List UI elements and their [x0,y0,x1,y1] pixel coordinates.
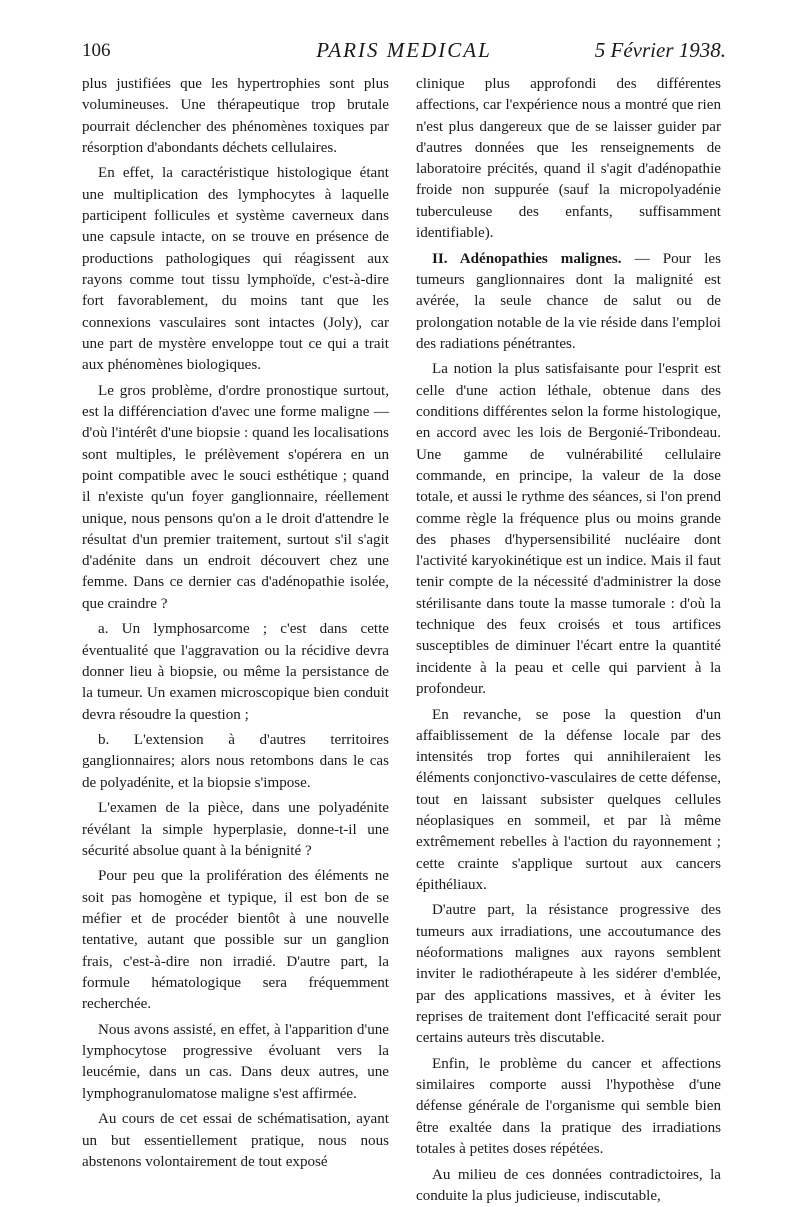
paragraph: Au milieu de ces données contradictoires, la conduite la plus judicieuse, indiscutable, [416,1166,721,1204]
paragraph: a. Un lymphosarcome ; c'est dans cette éventualité que l'aggravation ou la récidive devra donner lieu à biopsie, ou même la persistance de la tumeur. Un examen microscopique bien conduit devra résoudre la question ; [82,621,389,723]
paragraph: Nous avons assisté, en effet, à l'apparition d'une lymphocytose progressive évoluant vers la leucémie, dans un cas. Dans deux autres, une lymphogranulomatose maligne s'est affirmée. [82,1021,389,1102]
paragraph: La notion la plus satisfaisante pour l'esprit est celle d'une action léthale, obtenue dans des conditions différentes selon la forme histologique, en accord avec les lois de Bergonié-Tribondeau. Une gamme de vulnérabilité cellulaire commande, en principe, la valeur de la dose totale, et aussi le rythme des séances, si l'on prend comme règle la fréquence plus ou moins grande des phases d'hypersensibilité nucléaire dont l'activité karyokinétique est un indice. Mais il faut tenir compte de la nécessité d'administrer la dose stérilisante dans toute la masse tumorale : d'où la technique des feux croisés et tous artifices susceptibles de diminuer l'écart entre la quantité incidente à la peau et celle qui parvient à la profondeur. [416,361,721,697]
section-paragraph-text: — Pour les tumeurs ganglionnaires dont la malignité est avérée, la seule chance de salut ou de prolongation notable de la vie réside dans l'emploi des radiations pénétrantes. [416,250,721,352]
section-heading: II. Adénopathies malignes. [432,250,622,267]
paragraph: Pour peu que la prolifération des éléments ne soit pas homogène et typique, il est bon de se méfier et de procéder bientôt à une nouvelle tentative, autant que possible sur un ganglion frais, c'est-à-dire non irradié. D'autre part, la formule hématologique sera fréquemment recherchée. [82,868,389,1013]
paragraph: Enfin, le problème du cancer et affections similaires comporte aussi l'hypothèse d'une défense générale de l'organisme qui semble bien être exaltée dans la pratique des irradiations totales à petites doses répétées. [416,1055,721,1158]
paragraph: L'examen de la pièce, dans une polyadénite révélant la simple hyperplasie, donne-t-il une sécurité absolue quant à la bénignité ? [82,800,389,859]
paragraph: En revanche, se pose la question d'un affaiblissement de la défense locale par des intensités trop fortes qui annihileraient les éléments conjonctivo-vasculaires de cette défense, tout en laissant subsister quelques cellules néoplasiques en sommeil, et par là même extrêmement rebelles à l'action du rayonnement ; cette crainte s'applique surtout aux cancers épithéliaux. [416,706,721,893]
paragraph: b. L'extension à d'autres territoires ganglionnaires; alors nous retombons dans le cas de polyadénite, et la biopsie s'impose. [82,732,389,791]
page-number: 106 [82,40,111,61]
paragraph: En effet, la caractéristique histologique étant une multiplication des lymphocytes à laquelle participent follicules et système caverneux dans une capsule intacte, on se trouve en présence de productions pathologiques qui réagissent aux rayons comme tout tissu lymphoïde, c'est-à-dire fort favorablement, du moins tant que les connexions vasculaires sont intactes (Joly), car une part de mystère enveloppe tout ce qui a trait aux phénomènes biologiques. [82,165,389,374]
paragraph: plus justifiées que les hypertrophies sont plus volumineuses. Une thérapeutique trop brutale pourrait déclencher des phénomènes toxiques par résorption d'abondants déchets cellulaires. [82,76,389,156]
paragraph: Le gros problème, d'ordre pronostique surtout, est la différenciation d'avec une forme maligne — d'où l'intérêt d'une biopsie : quand les localisations sont multiples, le prélèvement s'opérera en un point compatible avec le souci esthétique ; quand il n'existe qu'un foyer ganglionnaire, réellement unique, nous pensons qu'on a le droit d'attendre le résultat d'un premier traitement, surtout s'il s'agit d'adénite dans un endroit découvert chez une femme. Dans ce dernier cas d'adénopathie isolée, que craindre ? [82,382,389,612]
section-paragraph [416,249,721,355]
running-header [82,38,726,68]
right-column [416,74,721,1204]
paragraph: clinique plus approfondi des différentes affections, car l'expérience nous a montré que rien n'est plus dangereux que de se laisser guider par d'autres données que les renseignements de laboratoire précités, quand il s'agit d'adénopathie froide non suppurée (sauf la micropolyadénie tuberculeuse des enfants, suffisamment identifiable). [416,76,721,242]
paragraph: D'autre part, la résistance progressive des tumeurs aux irradiations, une accoutumance des néoformations malignes aux rayons semblent inviter le radiothérapeute à les sidérer d'emblée, par des applications massives, et à éviter les reprises de traitement dont l'efficacité serait pour certains auteurs très discutable. [416,902,721,1047]
left-column [82,74,389,1170]
paragraph: Au cours de cet essai de schématisation, ayant un but essentiellement pratique, nous nous abstenons volontairement de tout exposé [82,1111,389,1170]
issue-date: 5 Février 1938. [594,38,726,62]
journal-title: PARIS MEDICAL [316,38,492,62]
